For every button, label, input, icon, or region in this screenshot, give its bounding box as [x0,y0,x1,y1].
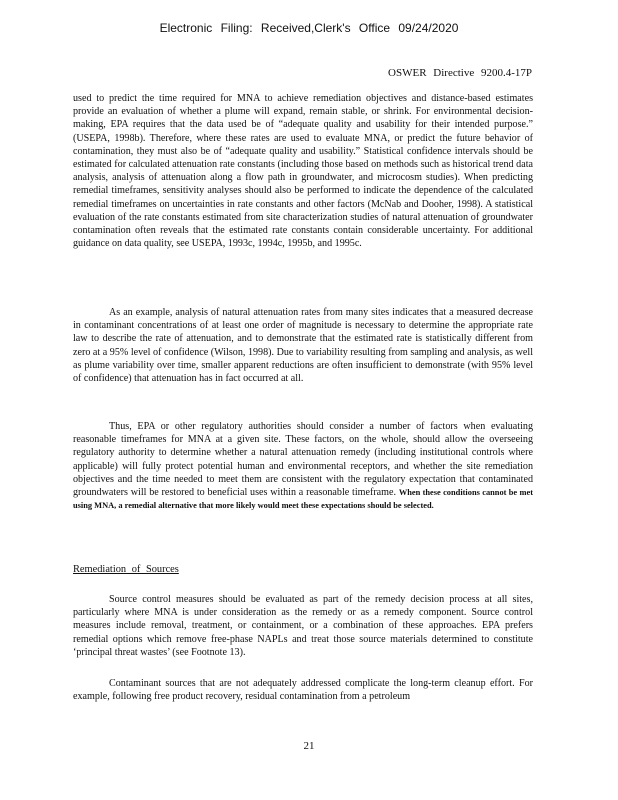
paragraph-contaminant-sources: Contaminant sources that are not adequately addressed complicate the long-term cleanup effort. For example, following free product recovery, residual contamination from a petroleum [73,678,533,703]
paragraph-timeframes-bold: When these conditions cannot be met using MNA, a remedial alternative that more likely would meet these expectations should be selected. [73,488,533,511]
page-number: 21 [303,740,315,752]
paragraph-timeframes [73,420,533,512]
paragraph-source-control: Source control measures should be evaluated as part of the remedy decision process at all sites, particularly where MNA is under consideration as the remedy or as a remedy component. Source control measures include removal, treatment, or containment, or a combination of these approaches. EPA prefers remedial options which remove free-phase NAPLs and treat those source materials determined to constitute ‘principal threat wastes’ (see Footnote 13). [73,594,533,658]
paragraph-example: As an example, analysis of natural attenuation rates from many sites indicates that a measured decrease in contaminant concentrations of at least one order of magnitude is necessary to determine the appropriate rate law to describe the rate of attenuation, and to demonstrate that the estimated rate is statistically different from zero at a 95% level of confidence (Wilson, 1998). Due to variability resulting from sampling and analysis, as well as plume variability over time, smaller apparent reductions are often insufficient to demonstrate (with 95% level of confidence) that attenuation has in fact occurred at all. [73,307,533,385]
paragraph-rate-uncertainty: used to predict the time required for MNA to achieve remediation objectives and distance-based estimates provide an evaluation of whether a plume will expand, remain stable, or shrink. For environmental decision-making, EPA requires that the data used be of “adequate quality and usability for their intended purpose.” (USEPA, 1998b). Therefore, where these rates are used to evaluate MNA, or predict the future behavior of contamination, they must also be of “adequate quality and usability.” Statistical confidence intervals should be estimated for calculated attenuation rate constants (including those based on methods such as historical trend data analysis, analysis of attenuation along a flow path in groundwater, and microcosm studies). When predicting remedial timeframes, sensitivity analyses should also be performed to indicate the dependence of the calculated remedial timeframes on uncertainties in rate constants and other factors (McNab and Dooher, 1998). A statistical evaluation of the rate constants estimated from site characterization studies of natural attenuation of groundwater contamination often reveals that the estimated rate constants contain considerable uncertainty. For additional guidance on data quality, see USEPA, 1993c, 1994c, 1995b, and 1995c. [73,93,533,250]
filing-stamp: Electronic Filing: Received,Clerk's Office 09/24/2020 [159,21,459,35]
paragraph-timeframes-text: Thus, EPA or other regulatory authorities should consider a number of factors when evaluating reasonable timeframes for MNA at a given site. These factors, on the whole, should allow the overseeing regulatory authority to determine whether a natural attenuation remedy (including institutional controls where applicable) will fully protect potential human and environmental receptors, and whether the site remediation objectives and the time needed to meet them are consistent with the regulatory expectation that contaminated groundwaters will be restored to beneficial uses within a reasonable timeframe. [73,421,533,499]
directive-number: OSWER Directive 9200.4-17P [388,67,532,79]
section-heading: Remediation of Sources [73,564,179,575]
